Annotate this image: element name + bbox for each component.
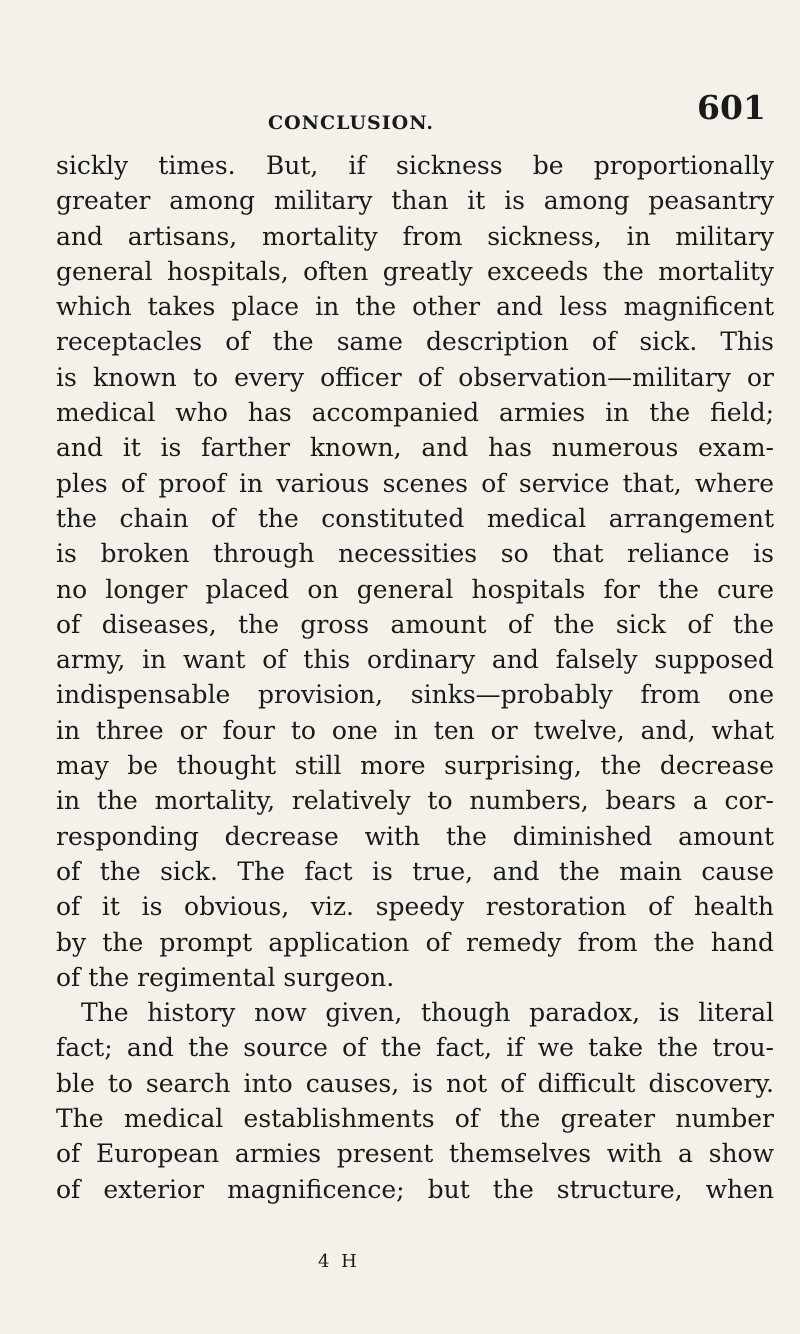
text-line: ble to search into causes, is not of difficult discovery. bbox=[56, 1068, 774, 1098]
paragraph-end-line: of the regimental surgeon. bbox=[56, 962, 395, 992]
paragraph-start-line: The history now given, though paradox, is literal bbox=[81, 998, 774, 1028]
text-line: is broken through necessities so that reliance is bbox=[56, 539, 774, 569]
text-line: which takes place in the other and less magnificent bbox=[56, 292, 774, 322]
text-line: by the prompt application of remedy from the hand bbox=[56, 927, 774, 957]
running-head bbox=[0, 88, 800, 138]
text-line: of diseases, the gross amount of the sick of the bbox=[56, 609, 774, 639]
text-line: may be thought still more surprising, the decrease bbox=[56, 751, 774, 781]
running-head-title: CONCLUSION. bbox=[268, 112, 434, 134]
body-text bbox=[56, 148, 774, 1207]
text-line: is known to every officer of observation—military or bbox=[56, 362, 774, 392]
page-number: 601 bbox=[697, 88, 766, 127]
text-line: medical who has accompanied armies in the field; bbox=[56, 398, 774, 428]
text-line: and artisans, mortality from sickness, in military bbox=[56, 221, 774, 251]
text-line: of exterior magnificence; but the structure, when bbox=[56, 1174, 774, 1204]
text-line: indispensable provision, sinks—probably from one bbox=[56, 680, 774, 710]
text-line: in three or four to one in ten or twelve, and, what bbox=[56, 715, 774, 745]
text-line: the chain of the constituted medical arrangement bbox=[56, 503, 774, 533]
text-line: of European armies present themselves with a show bbox=[56, 1139, 774, 1169]
text-line: fact; and the source of the fact, if we take the trou- bbox=[56, 1033, 774, 1063]
text-line: no longer placed on general hospitals for the cure bbox=[56, 574, 774, 604]
text-line: in the mortality, relatively to numbers, bears a cor- bbox=[56, 786, 774, 816]
text-line: of the sick. The fact is true, and the main cause bbox=[56, 856, 774, 886]
signature-mark: 4 H bbox=[318, 1251, 360, 1272]
text-line: army, in want of this ordinary and falsely supposed bbox=[56, 645, 774, 675]
text-line: receptacles of the same description of sick. This bbox=[56, 327, 774, 357]
text-line: sickly times. But, if sickness be proportionally bbox=[56, 151, 774, 180]
text-line: responding decrease with the diminished amount bbox=[56, 821, 774, 851]
text-line: general hospitals, often greatly exceeds the mortality bbox=[56, 256, 774, 286]
text-line: greater among military than it is among peasantry bbox=[56, 186, 774, 216]
text-line: ples of proof in various scenes of service that, where bbox=[56, 468, 774, 498]
text-line: The medical establishments of the greater number bbox=[56, 1104, 774, 1134]
text-line: and it is farther known, and has numerous exam- bbox=[56, 433, 774, 463]
text-line: of it is obvious, viz. speedy restoration of health bbox=[56, 892, 774, 922]
